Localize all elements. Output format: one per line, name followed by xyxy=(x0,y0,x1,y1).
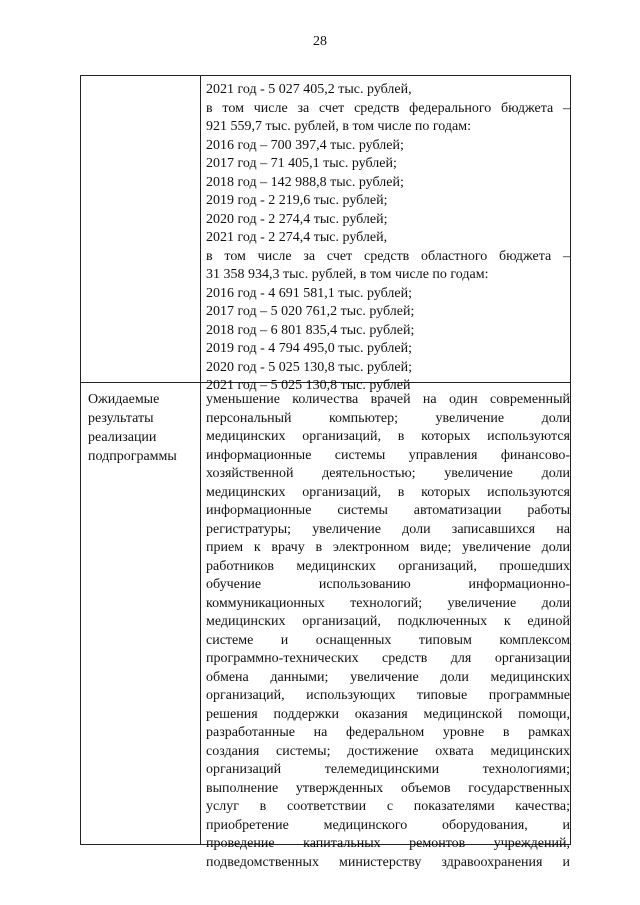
page-number: 28 xyxy=(313,34,327,49)
program-table xyxy=(80,75,571,870)
label-line: результаты xyxy=(88,411,154,426)
expected-results-label xyxy=(88,390,196,466)
results-line: создания системы; достижение охвата медицинских xyxy=(206,743,570,759)
funding-line: 2020 год - 2 274,4 тыс. рублей; xyxy=(206,211,388,227)
funding-line: 921 559,7 тыс. рублей, в том числе по годам: xyxy=(206,119,471,134)
funding-line: 2017 год – 71 405,1 тыс. рублей; xyxy=(206,156,397,171)
results-line: выполнение утвержденных объемов государственных xyxy=(206,780,570,796)
funding-line: в том числе за счет средств областного бюджета – xyxy=(206,248,570,264)
results-line: хозяйственной деятельностью; увеличение доли xyxy=(206,466,570,481)
results-line: персональный компьютер; увеличение доли xyxy=(206,410,570,426)
results-line: прием к врачу в электронном виде; увеличение доли xyxy=(206,540,570,555)
results-line: услуг в соответствии с показателями качества; xyxy=(206,799,570,814)
funding-line: 31 358 934,3 тыс. рублей, в том числе по годам: xyxy=(206,267,489,282)
results-line: работников медицинских организаций, прошедших xyxy=(206,558,570,574)
expected-results-text xyxy=(206,391,570,872)
results-line: медицинских организаций, подключенных к единой xyxy=(206,614,570,629)
results-line: проведение капитальных ремонтов учреждений, xyxy=(206,836,570,851)
results-line: программно-технических средств для организации xyxy=(206,651,570,666)
funding-line: 2021 год – 5 025 130,8 тыс. рублей xyxy=(206,378,411,393)
results-line: приобретение медицинского оборудования, и xyxy=(206,817,570,833)
results-line: коммуникационных технологий; увеличение доли xyxy=(206,595,570,611)
results-line: разработанные на федеральном уровне в рамках xyxy=(206,725,570,740)
column-divider xyxy=(200,76,201,844)
results-line: системе и оснащенных типовым комплексом xyxy=(206,632,570,648)
results-line: решения поддержки оказания медицинской помощи, xyxy=(206,706,570,722)
funding-line: в том числе за счет средств федерального бюджета – xyxy=(206,100,570,116)
funding-line: 2019 год - 2 219,6 тыс. рублей; xyxy=(206,193,388,208)
funding-line: 2019 год - 4 794 495,0 тыс. рублей; xyxy=(206,341,413,356)
funding-line: 2016 год – 700 397,4 тыс. рублей; xyxy=(206,137,404,153)
funding-line: 2018 год – 6 801 835,4 тыс. рублей; xyxy=(206,322,415,338)
results-line: медицинских организаций, в которых используются xyxy=(206,429,570,444)
funding-line: 2021 год - 5 027 405,2 тыс. рублей, xyxy=(206,82,412,97)
results-line: информационные системы управления финансово- xyxy=(206,447,570,463)
funding-volume-cell xyxy=(206,81,570,396)
label-line: реализации xyxy=(88,430,157,445)
funding-line: 2021 год - 2 274,4 тыс. рублей, xyxy=(206,230,388,245)
results-line: организаций, использующих типовые программные xyxy=(206,688,570,703)
results-line: медицинских организаций, в которых используются xyxy=(206,484,570,500)
label-line: Ожидаемые xyxy=(88,392,160,407)
results-line: уменьшение количества врачей на один современный xyxy=(206,392,570,407)
label-line: подпрограммы xyxy=(88,449,177,464)
funding-line: 2017 год – 5 020 761,2 тыс. рублей; xyxy=(206,304,415,319)
results-line: обмена данными; увеличение доли медицинских xyxy=(206,669,570,685)
funding-line: 2018 год – 142 988,8 тыс. рублей; xyxy=(206,174,404,190)
results-line: подведомственных министерству здравоохранения и xyxy=(206,854,570,870)
funding-line: 2016 год - 4 691 581,1 тыс. рублей; xyxy=(206,285,413,301)
results-line: организаций телемедицинскими технологиями; xyxy=(206,762,570,777)
results-line: обучение использованию информационно- xyxy=(206,577,570,592)
results-line: информационные системы автоматизации работы xyxy=(206,503,570,518)
results-line: регистратуры; увеличение доли записавшихся на xyxy=(206,521,570,537)
funding-line: 2020 год - 5 025 130,8 тыс. рублей; xyxy=(206,359,413,375)
